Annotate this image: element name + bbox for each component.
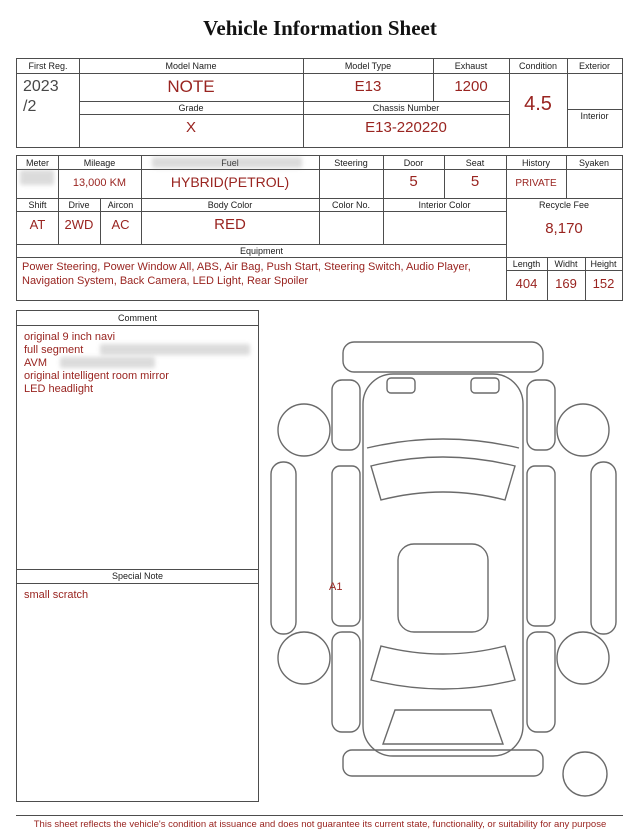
- special-note-value: small scratch: [24, 589, 89, 601]
- comment-line: original intelligent room mirror: [24, 370, 169, 382]
- comment-label: Comment: [117, 313, 157, 323]
- model-type-label: Model Type: [344, 61, 392, 71]
- sill-right: [591, 462, 616, 634]
- quarter-rear-right: [527, 632, 555, 732]
- wheel-rear-right: [557, 632, 609, 684]
- comment-line: LED headlight: [24, 383, 94, 395]
- headlight-left: [387, 378, 415, 393]
- condition-value: 4.5: [524, 93, 552, 115]
- page-title: Vehicle Information Sheet: [203, 16, 437, 40]
- wheel-rear-left: [278, 632, 330, 684]
- exterior-label: Exterior: [578, 61, 610, 71]
- redacted-blur: [152, 157, 302, 168]
- rear-bumper: [343, 750, 543, 776]
- special-note-label: Special Note: [111, 571, 164, 581]
- meter-label: Meter: [25, 158, 49, 168]
- door-label: Door: [403, 158, 424, 168]
- redacted-blur: [60, 357, 155, 368]
- chassis-number-label: Chassis Number: [372, 103, 440, 113]
- model-name-label: Model Name: [165, 61, 217, 71]
- aircon-label: Aircon: [107, 200, 134, 210]
- car-diagram-area: [263, 316, 624, 808]
- chassis-number-value: E13-220220: [365, 119, 447, 136]
- shift-label: Shift: [28, 200, 47, 210]
- mileage-label: Mileage: [83, 158, 116, 168]
- redacted-blur: [20, 170, 54, 185]
- fender-front-left: [332, 380, 360, 450]
- grade-label: Grade: [178, 103, 204, 113]
- seat-value: 5: [470, 173, 480, 190]
- aircon-value: AC: [111, 217, 130, 232]
- roof-panel: [398, 544, 488, 632]
- drive-label: Drive: [68, 200, 90, 210]
- width-label: Widht: [554, 259, 578, 269]
- redacted-blur: [100, 344, 250, 355]
- model-type-value: E13: [354, 78, 382, 95]
- seat-label: Seat: [465, 158, 485, 168]
- drive-value: 2WD: [64, 217, 94, 232]
- height-value: 152: [592, 276, 615, 291]
- history-label: History: [521, 158, 550, 168]
- grade-value: X: [185, 119, 196, 136]
- wheel-front-right: [557, 404, 609, 456]
- shift-value: AT: [29, 217, 46, 232]
- recycle-fee-value: 8,170: [545, 220, 583, 237]
- color-no-label: Color No.: [331, 200, 370, 210]
- footer-disclaimer: This sheet reflects the vehicle's condition at issuance and does not guarantee its current state, functionality, or suitability for any purpose: [33, 819, 607, 830]
- first-reg-month: /2: [23, 98, 37, 115]
- door-value: 5: [409, 173, 418, 190]
- registration-table: [16, 58, 623, 148]
- history-value: PRIVATE: [515, 178, 557, 189]
- spec-table: [16, 155, 623, 301]
- steering-label: Steering: [334, 158, 368, 168]
- car-body: [363, 374, 523, 756]
- door-left: [332, 466, 360, 626]
- interior-label: Interior: [580, 111, 609, 121]
- first-reg-year: 2023: [23, 78, 59, 95]
- comment-line: full segment: [24, 344, 84, 356]
- wheel-front-left: [278, 404, 330, 456]
- equipment-label: Equipment: [239, 246, 284, 256]
- fuel-label: Fuel: [221, 158, 239, 168]
- fuel-value: HYBRID(PETROL): [170, 174, 290, 190]
- hood-line: [367, 439, 519, 448]
- fender-front-right: [527, 380, 555, 450]
- rear-window: [371, 646, 515, 689]
- length-label: Length: [512, 259, 541, 269]
- mileage-value: 13,000 KM: [72, 177, 127, 189]
- headlight-right: [471, 378, 499, 393]
- windshield: [371, 457, 515, 500]
- quarter-rear-left: [332, 632, 360, 732]
- spare-tire: [563, 752, 607, 796]
- interior-color-label: Interior Color: [418, 200, 471, 210]
- footer-divider: [16, 815, 623, 816]
- syaken-label: Syaken: [578, 158, 610, 168]
- body-color-label: Body Color: [207, 200, 253, 210]
- comment-line: original 9 inch navi: [24, 331, 116, 343]
- front-bumper: [343, 342, 543, 372]
- door-right: [527, 466, 555, 626]
- equipment-value: Power Steering, Power Window All, ABS, Air Bag, Push Start, Steering Switch, Audio Player, Navigation System, Back Camera, LED Light, Rear Spoiler: [22, 261, 471, 287]
- condition-label: Condition: [518, 61, 558, 71]
- first-reg-label: First Reg.: [28, 61, 68, 71]
- first-reg-value: [23, 77, 77, 117]
- exhaust-label: Exhaust: [454, 61, 488, 71]
- model-name-value: NOTE: [167, 77, 215, 96]
- comment-box: [16, 310, 259, 802]
- car-diagram: [263, 316, 624, 808]
- sill-left: [271, 462, 296, 634]
- damage-marker: A1: [329, 581, 343, 593]
- exhaust-value: 1200: [454, 78, 488, 95]
- height-label: Height: [590, 259, 617, 269]
- recycle-fee-label: Recycle Fee: [538, 200, 590, 210]
- comment-line: AVM: [24, 357, 48, 369]
- trunk: [383, 710, 503, 744]
- width-value: 169: [555, 276, 577, 291]
- body-color-value: RED: [214, 216, 246, 233]
- length-value: 404: [515, 276, 538, 291]
